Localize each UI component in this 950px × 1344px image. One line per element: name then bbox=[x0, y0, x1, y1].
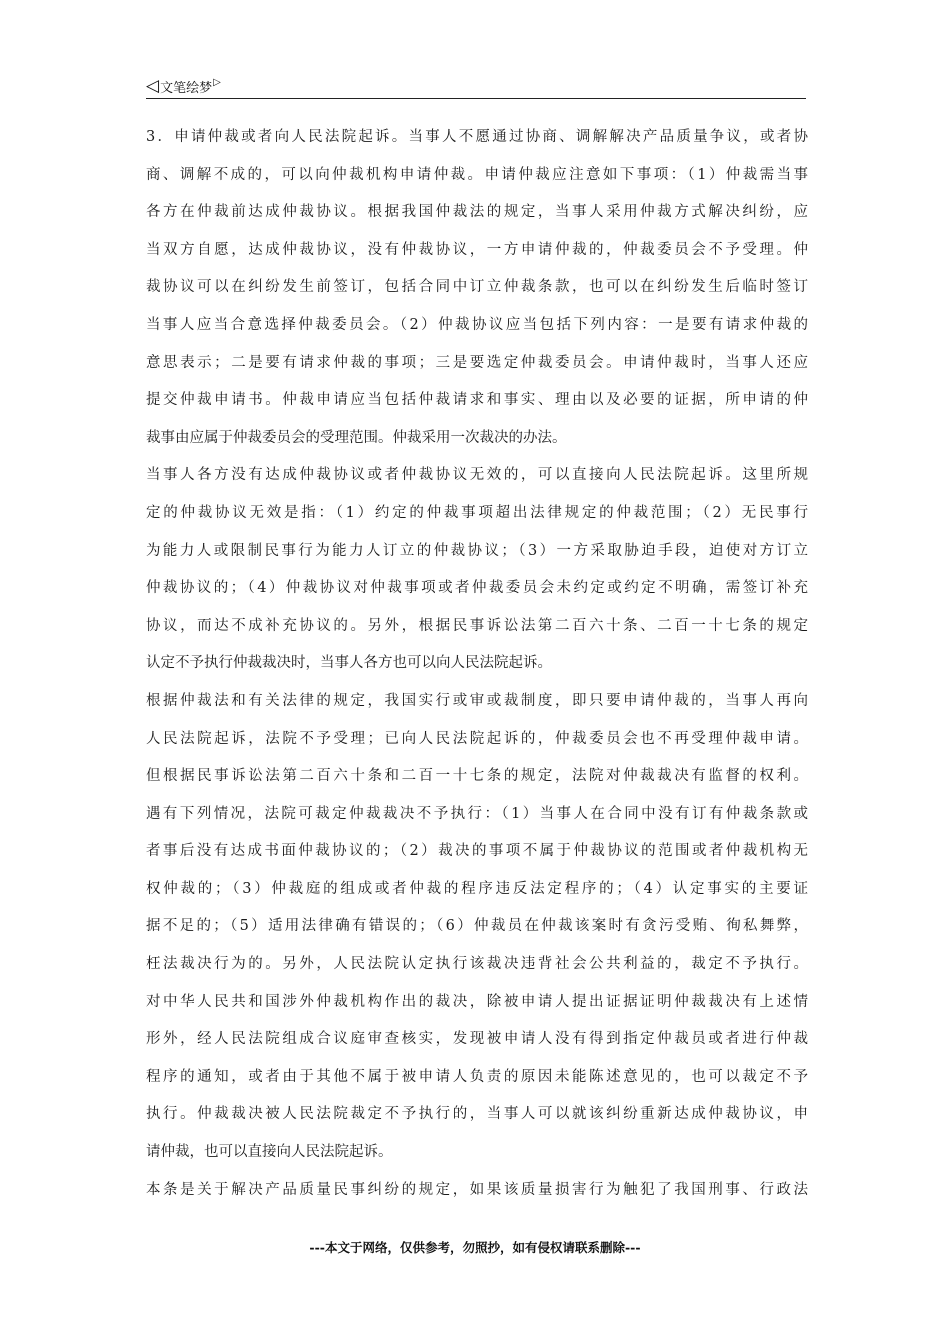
text-line: 当事人各方没有达成仲裁协议或者仲裁协议无效的，可以直接向人民法院起诉。这里所规 bbox=[146, 467, 808, 484]
text-line: 形外，经人民法院组成合议庭审查核实，发现被申请人没有得到指定仲裁员或者进行仲裁 bbox=[146, 1031, 808, 1048]
text-line: 权仲裁的；（3）仲裁庭的组成或者仲裁的程序违反法定程序的；（4）认定事实的主要证 bbox=[146, 880, 808, 897]
text-line: 根据仲裁法和有关法律的规定，我国实行或审或裁制度，即只要申请仲裁的，当事人再向 bbox=[146, 692, 808, 709]
text-line: 者事后没有达成书面仲裁协议的；（2）裁决的事项不属于仲裁协议的范围或者仲裁机构无 bbox=[146, 843, 808, 860]
text-line: 商、调解不成的，可以向仲裁机构申请仲裁。申请仲裁应注意如下事项：（1）仲裁需当事 bbox=[146, 166, 808, 183]
text-line: 人民法院起诉，法院不予受理；已向人民法院起诉的，仲裁委员会也不再受理仲裁申请。 bbox=[146, 730, 808, 747]
text-line: 协议，而达不成补充协议的。另外，根据民事诉讼法第二百六十条、二百一十七条的规定 bbox=[146, 617, 808, 634]
triangle-right-icon: ▷ bbox=[213, 77, 221, 88]
text-line: 枉法裁决行为的。另外，人民法院认定执行该裁决违背社会公共利益的，裁定不予执行。 bbox=[146, 956, 808, 973]
text-line: 本条是关于解决产品质量民事纠纷的规定，如果该质量损害行为触犯了我国刑事、行政法 bbox=[146, 1181, 808, 1198]
text-line: 定的仲裁协议无效是指：（1）约定的仲裁事项超出法律规定的仲裁范围；（2）无民事行 bbox=[146, 504, 808, 521]
text-line: 遇有下列情况，法院可裁定仲裁裁决不予执行：（1）当事人在合同中没有订有仲裁条款或 bbox=[146, 805, 808, 822]
text-line: 裁协议可以在纠纷发生前签订，包括合同中订立仲裁条款，也可以在纠纷发生后临时签订 bbox=[146, 279, 808, 296]
text-line: 提交仲裁申请书。仲裁申请应当包括仲裁请求和事实、理由以及必要的证据，所申请的仲 bbox=[146, 392, 808, 409]
text-line: 对中华人民共和国涉外仲裁机构作出的裁决，除被申请人提出证据证明仲裁裁决有上述情 bbox=[146, 993, 808, 1010]
text-line: 程序的通知，或者由于其他不属于被申请人负责的原因未能陈述意见的，也可以裁定不予 bbox=[146, 1068, 808, 1085]
text-line: 各方在仲裁前达成仲裁协议。根据我国仲裁法的规定，当事人采用仲裁方式解决纠纷，应 bbox=[146, 204, 808, 221]
text-line: 当双方自愿，达成仲裁协议，没有仲裁协议，一方申请仲裁的，仲裁委员会不予受理。仲 bbox=[146, 241, 808, 258]
text-line: 意思表示；二是要有请求仲裁的事项；三是要选定仲裁委员会。申请仲裁时，当事人还应 bbox=[146, 354, 808, 371]
triangle-left-icon: ◁ bbox=[146, 75, 160, 96]
footer-disclaimer: ---本文于网络，仅供参考，勿照抄，如有侵权请联系删除--- bbox=[309, 1240, 641, 1255]
text-line: 认定不予执行仲裁裁决时，当事人各方也可以向人民法院起诉。 bbox=[146, 655, 552, 672]
header-title: 文笔绘梦 bbox=[160, 80, 213, 96]
text-line: 当事人应当合意选择仲裁委员会。（2）仲裁协议应当包括下列内容：一是要有请求仲裁的 bbox=[146, 316, 808, 333]
text-line: 为能力人或限制民事行为能力人订立的仲裁协议；（3）一方采取胁迫手段，迫使对方订立 bbox=[146, 542, 808, 559]
header-divider bbox=[146, 98, 806, 99]
page-header bbox=[146, 74, 806, 98]
text-line: 请仲裁，也可以直接向人民法院起诉。 bbox=[146, 1144, 393, 1161]
text-line: 3．申请仲裁或者向人民法院起诉。当事人不愿通过协商、调解解决产品质量争议，或者协 bbox=[146, 129, 808, 145]
text-line: 裁事由应属于仲裁委员会的受理范围。仲裁采用一次裁决的办法。 bbox=[146, 429, 567, 446]
text-line: 据不足的；（5）适用法律确有错误的；（6）仲裁员在仲裁该案时有贪污受贿、徇私舞弊， bbox=[146, 918, 808, 935]
body-text bbox=[146, 119, 808, 1209]
text-line: 仲裁协议的；（4）仲裁协议对仲裁事项或者仲裁委员会未约定或约定不明确，需签订补充 bbox=[146, 580, 808, 597]
text-line: 但根据民事诉讼法第二百六十条和二百一十七条的规定，法院对仲裁裁决有监督的权利。 bbox=[146, 768, 808, 785]
text-line: 执行。仲裁裁决被人民法院裁定不予执行的，当事人可以就该纠纷重新达成仲裁协议，申 bbox=[146, 1106, 808, 1123]
